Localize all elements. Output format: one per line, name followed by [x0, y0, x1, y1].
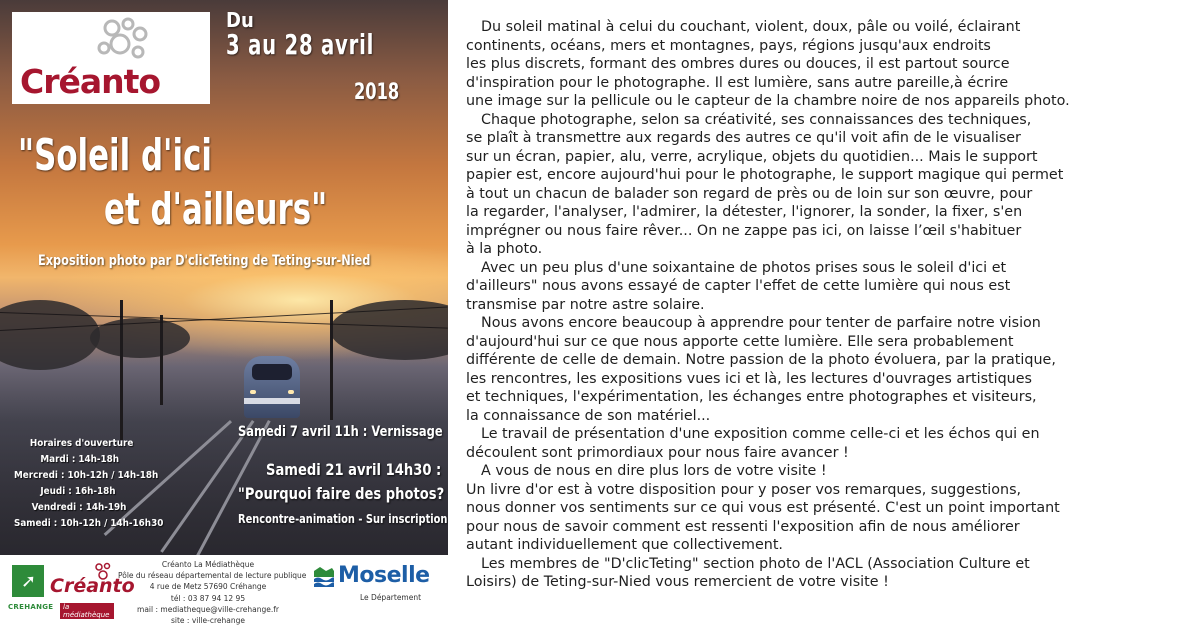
- poster-title-line1: "Soleil d'ici: [18, 130, 212, 181]
- contact-line: Pôle du réseau départemental de lecture publique: [118, 571, 307, 581]
- article-line: Avec un peu plus d'une soixantaine de photos prises sous le soleil d'ici et: [481, 259, 1007, 276]
- article-line: imprégner ou nous faire rêver... On ne zappe pas ici, on laisse l’œil s'habituer: [466, 222, 1022, 239]
- article-line: Les membres de "D'clicTeting" section photo de l'ACL (Association Culture et: [481, 555, 1030, 572]
- exhibition-poster: [0, 0, 448, 555]
- contact-info: [118, 559, 307, 626]
- article-line: Du soleil matinal à celui du couchant, violent, doux, pâle ou voilé, éclairant: [481, 19, 1021, 35]
- article-line: pour nous de savoir comment est ressenti l'exposition afin de nous améliorer: [466, 518, 1020, 535]
- footer-logo-sub: la médiathèque: [60, 603, 114, 619]
- moselle-waves-icon: [312, 565, 336, 587]
- hours-title: Horaires d'ouverture: [29, 438, 134, 449]
- article-line: à tout un chacun de balader son regard de près ou de loin sur son œuvre, pour: [466, 185, 1033, 202]
- article-text: [466, 18, 1200, 592]
- catenary-pole: [120, 300, 123, 440]
- article-line: les rencontres, les expositions vues ici et là, les lectures d'ouvrages artistiques: [466, 370, 1032, 387]
- poster-footer: [0, 555, 448, 630]
- date-year: 2018: [354, 80, 400, 105]
- article-line: Un livre d'or est à votre disposition pour y poser vos remarques, suggestions,: [466, 481, 1022, 498]
- moselle-logo: [308, 557, 436, 609]
- article-line: transmise par notre astre solaire.: [466, 296, 705, 313]
- tree-silhouette: [0, 300, 100, 370]
- hours-row: Samedi : 10h-12h / 14h-16h30: [14, 518, 164, 529]
- article-line: différente de celle de demain. Notre passion de la photo évoluera, par la pratique,: [466, 352, 1056, 368]
- hours-row: Mardi : 14h-18h: [40, 454, 120, 465]
- hours-row: Vendredi : 14h-19h: [31, 502, 127, 513]
- article-line: d'ailleurs" nous avons essayé de capter l'effet de cette lumière qui nous est: [466, 278, 1011, 294]
- logo-text: Créanto: [20, 62, 161, 101]
- arrow-logo-icon: ➚: [12, 565, 44, 597]
- article-line: la connaissance de son matériel...: [466, 407, 711, 424]
- creanto-logo: [12, 12, 210, 104]
- hours-row: Jeudi : 16h-18h: [40, 486, 116, 497]
- article-line: les plus discrets, formant des ombres dures ou douces, il est partout source: [466, 56, 1010, 72]
- contact-line: 4 rue de Metz 57690 Créhange: [149, 582, 267, 592]
- footer-logo-text: Créanto: [50, 575, 135, 597]
- article-line: d'aujourd'hui sur ce que nous apporte cette lumière. Elle sera probablement: [466, 333, 1014, 350]
- event-title: "Pourquoi faire des photos?: [238, 484, 445, 503]
- opening-hours: [14, 436, 174, 532]
- flower-logo-icon: [94, 16, 154, 62]
- article-line: A vous de nous en dire plus lors de votre visite !: [481, 463, 827, 479]
- footer-logo-city: CREHANGE: [8, 603, 54, 611]
- article-line: découlent sont primordiaux pour nous faire avancer !: [466, 444, 849, 461]
- date-range: 3 au 28 avril: [226, 28, 375, 61]
- article-line: une image sur la pellicule ou le capteur de la chambre noire de nos appareils photo.: [466, 93, 1070, 109]
- contact-line: Créanto La Médiathèque: [161, 560, 255, 569]
- catenary-pole: [160, 315, 163, 405]
- moselle-subtitle: Le Département: [360, 593, 422, 602]
- hours-row: Mercredi : 10h-12h / 14h-18h: [14, 470, 159, 481]
- article-line: Loisirs) de Teting-sur-Nied vous remercient de votre visite !: [466, 574, 889, 590]
- contact-site: site : ville-crehange: [171, 616, 245, 626]
- event-description: Rencontre-animation - Sur inscription: [238, 512, 448, 526]
- article-line: continents, océans, mers et montagnes, pays, régions jusqu'aux endroits: [466, 37, 991, 54]
- article-line: Le travail de présentation d'une exposition comme celle-ci et les échos qui en: [481, 426, 1040, 442]
- article-line: la regarder, l'analyser, l'admirer, la détester, l'ignorer, la sonder, la fixer, s'en: [466, 204, 1023, 220]
- creanto-mediatheque-logo: [8, 561, 135, 621]
- date-prefix: Du: [226, 8, 254, 32]
- moselle-text: Moselle: [338, 563, 430, 588]
- event-date: Samedi 21 avril 14h30 :: [266, 460, 442, 479]
- poster-title-line2: et d'ailleurs": [104, 184, 328, 235]
- article-line: Chaque photographe, selon sa créativité, ses connaissances des techniques,: [481, 111, 1032, 128]
- article-line: Nous avons encore beaucoup à apprendre pour tenter de parfaire notre vision: [481, 315, 1041, 331]
- article-line: se plaît à transmettre aux regards des autres ce qu'il voit afin de le visualiser: [466, 130, 1021, 146]
- contact-email: mail : mediatheque@ville-crehange.fr: [137, 604, 279, 614]
- article-line: nous donner vos sentiments sur ce qui vous est présenté. C'est un point important: [466, 500, 1060, 516]
- catenary-pole: [330, 300, 333, 420]
- article-line: d'inspiration pour le photographe. Il est lumière, sans autre pareille,à écrire: [466, 74, 1009, 91]
- contact-line: tél : 03 87 94 12 95: [170, 593, 246, 603]
- event-vernissage: Samedi 7 avril 11h : Vernissage: [238, 424, 443, 440]
- article-line: et techniques, l'expérimentation, les échanges entre photographes et visiteurs,: [466, 389, 1037, 405]
- train-illustration: [236, 346, 306, 422]
- article-line: autant individuellement que collectivement.: [466, 537, 783, 553]
- article-line: sur un écran, papier, alu, verre, acrylique, objets du quotidien... Mais le support: [466, 148, 1038, 165]
- article-line: à la photo.: [466, 241, 543, 257]
- poster-subtitle: Exposition photo par D'clicTeting de Teting-sur-Nied: [38, 253, 371, 269]
- article-line: papier est, encore aujourd'hui pour le photographe, le support magique qui permet: [466, 167, 1064, 183]
